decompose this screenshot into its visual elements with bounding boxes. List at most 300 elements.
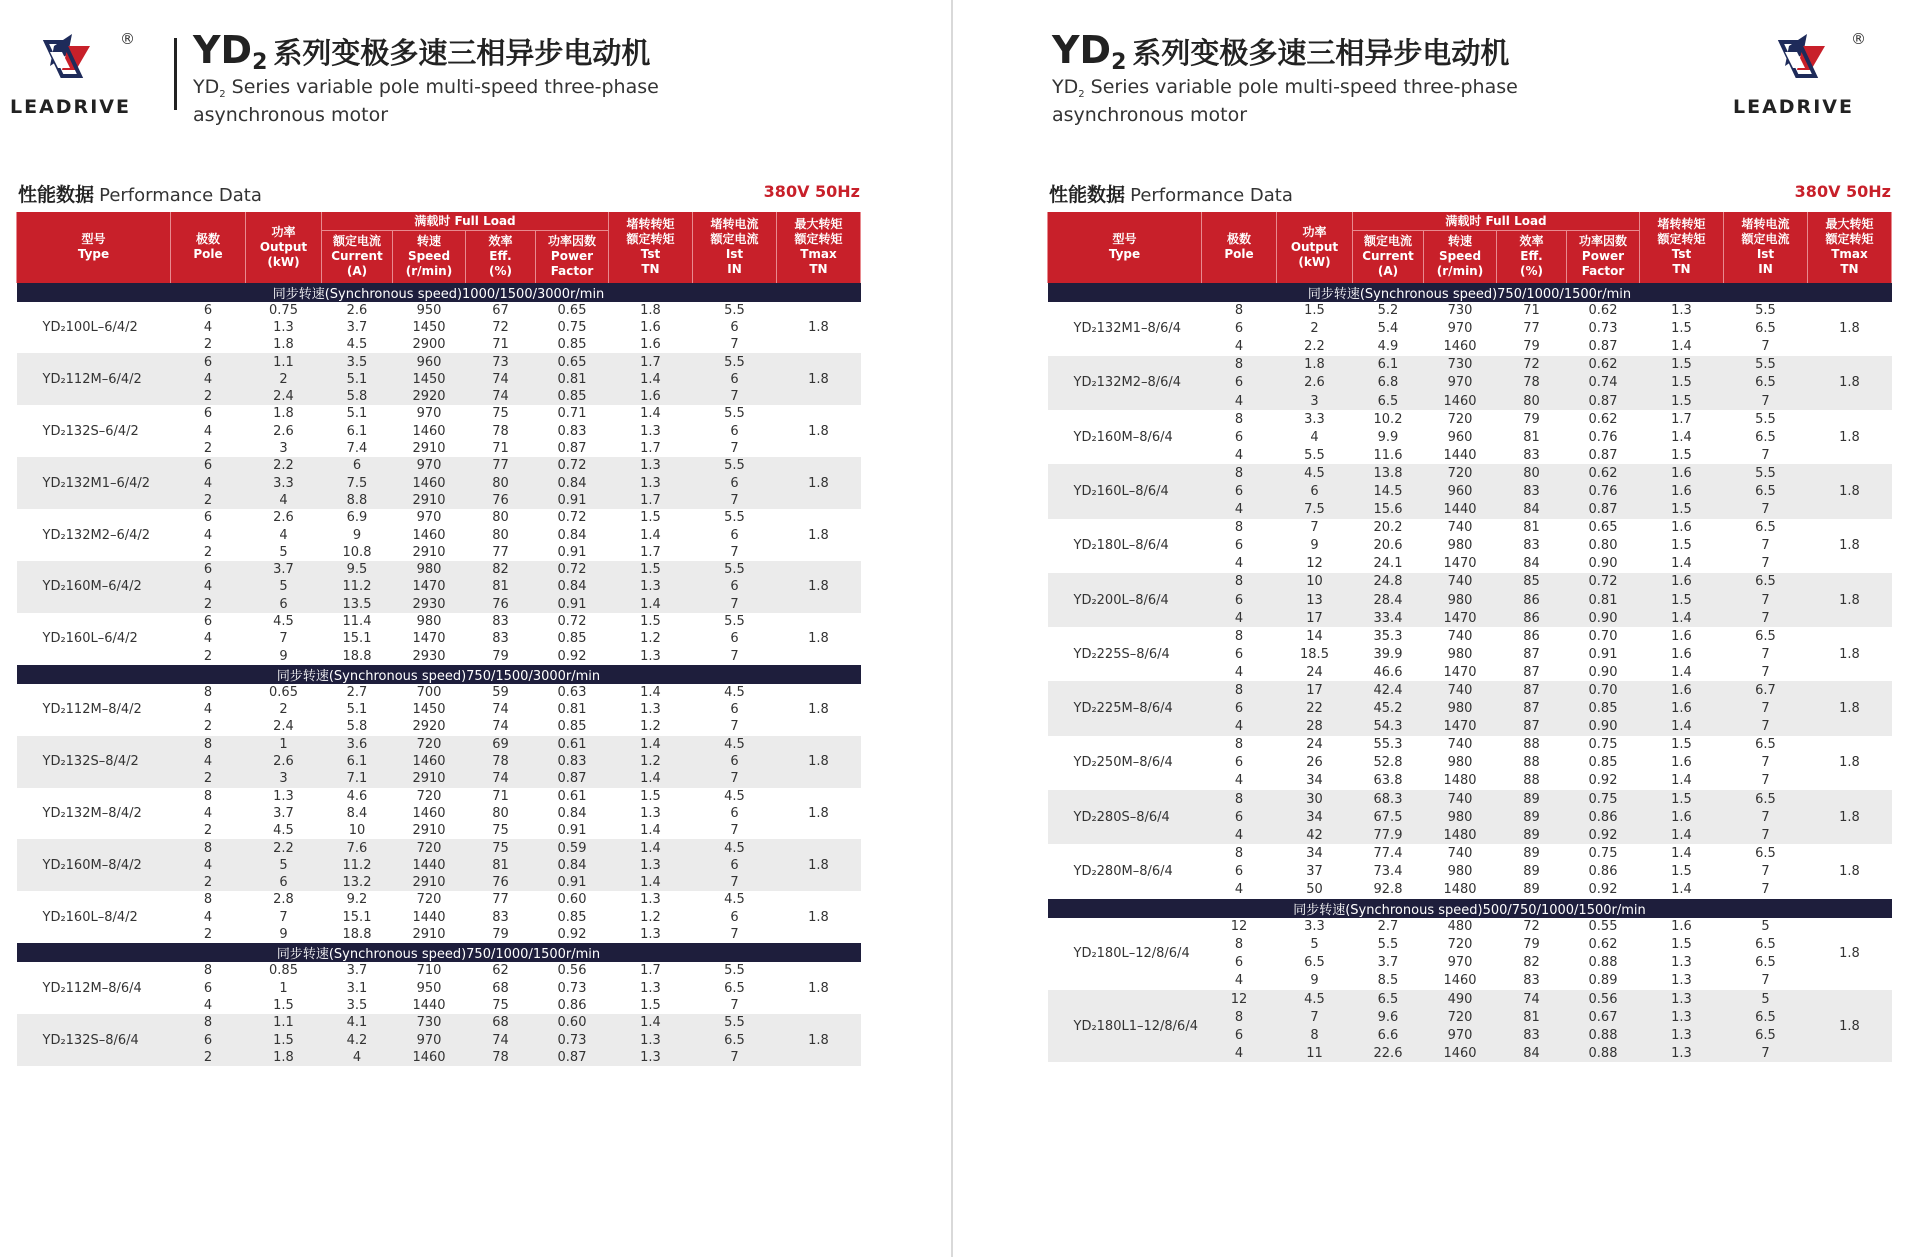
- brand-name: LEADRIVE: [10, 96, 131, 118]
- tmax-ratio-cell: 1.8: [808, 319, 829, 335]
- tmax-ratio-cell: 1.8: [1808, 681, 1892, 735]
- eff-cell: 81: [1497, 1008, 1567, 1026]
- output-cell: 9: [1310, 973, 1319, 989]
- table-header: [1048, 212, 1892, 283]
- eff-cell: 79: [492, 927, 509, 943]
- eff-cell: 84: [1497, 501, 1567, 519]
- tst-ratio-cell: 1.2: [640, 909, 661, 925]
- output-cell: 9: [279, 648, 288, 664]
- tst-ratio-cell: 1.4: [640, 406, 661, 422]
- speed-cell: 970: [416, 510, 442, 526]
- output-cell: 13: [1277, 591, 1353, 609]
- tmax-ratio-cell: 1.8: [808, 909, 829, 925]
- tst-ratio-cell: 1.3: [1671, 955, 1692, 971]
- eff-cell: 87: [1497, 700, 1567, 718]
- output-cell: 1.1: [246, 1014, 322, 1031]
- eff-cell: 83: [492, 909, 509, 925]
- col-output: 功率 Output (kW): [1277, 212, 1353, 283]
- power-factor-cell: 0.76: [1588, 429, 1618, 445]
- tmax-ratio-cell: 1.8: [777, 457, 861, 509]
- tst-ratio-cell: 1.3: [640, 423, 661, 439]
- pole-cell: 4: [203, 423, 213, 439]
- power-factor-cell: 0.90: [1588, 556, 1618, 572]
- ist-ratio-cell: 5.5: [724, 510, 745, 526]
- model-type: YD₂250M–8/6/4: [1073, 755, 1173, 771]
- eff-cell: 88: [1523, 737, 1540, 753]
- speed-cell: 2910: [412, 544, 446, 560]
- power-factor-cell: 0.84: [536, 578, 609, 595]
- pole-cell: 4: [171, 578, 246, 595]
- tst-ratio-cell: 1.4: [609, 736, 693, 753]
- current-cell: 45.2: [1353, 700, 1424, 718]
- tst-ratio-cell: 1.6: [1640, 482, 1724, 500]
- col-type: 型号 Type: [1048, 212, 1202, 283]
- pole-cell: 4: [203, 527, 213, 543]
- ist-ratio-cell: 7: [1761, 973, 1770, 989]
- speed-cell: 1440: [393, 857, 466, 874]
- ist-ratio-cell: 6.5: [1755, 737, 1776, 753]
- eff-cell: 86: [1497, 609, 1567, 627]
- speed-cell: 2930: [412, 648, 446, 664]
- pole-cell: 6: [1234, 755, 1244, 771]
- eff-cell: 80: [1497, 392, 1567, 410]
- ist-ratio-cell: 7: [1724, 501, 1808, 519]
- speed-cell: 1440: [412, 909, 446, 925]
- output-cell: 3.3: [1304, 411, 1325, 427]
- output-cell: 34: [1306, 773, 1323, 789]
- tst-ratio-cell: 1.4: [609, 770, 693, 787]
- current-cell: 9: [352, 527, 362, 543]
- ist-ratio-cell: 6.5: [1724, 1008, 1808, 1026]
- pole-cell: 6: [1234, 646, 1244, 662]
- eff-cell: 80: [1497, 464, 1567, 482]
- tst-ratio-cell: 1.3: [1671, 973, 1692, 989]
- eff-cell: 75: [492, 997, 509, 1013]
- pole-cell: 6: [1234, 321, 1244, 337]
- power-factor-cell: 0.59: [536, 839, 609, 856]
- speed-cell: 740: [1424, 681, 1497, 699]
- speed-cell: 1480: [1443, 773, 1477, 789]
- ist-ratio-cell: 7: [1761, 538, 1770, 554]
- power-factor-cell: 0.72: [536, 457, 609, 474]
- ist-ratio-cell: 6: [693, 474, 777, 491]
- table-row: [1048, 464, 1892, 482]
- tst-ratio-cell: 1.7: [640, 544, 661, 560]
- current-cell: 68.3: [1353, 790, 1424, 808]
- eff-cell: 88: [1523, 755, 1540, 771]
- ist-ratio-cell: 6.5: [1724, 790, 1808, 808]
- pole-cell: 8: [203, 684, 213, 700]
- power-factor-cell: 0.75: [1588, 737, 1618, 753]
- output-cell: 3: [246, 770, 322, 787]
- ist-ratio-cell: 7: [1761, 755, 1770, 771]
- model-type: YD₂112M–8/4/2: [42, 702, 142, 718]
- speed-cell: 980: [1424, 591, 1497, 609]
- speed-cell: 980: [416, 613, 442, 629]
- pole-cell: 2: [203, 927, 213, 943]
- power-factor-cell: 0.87: [1567, 392, 1640, 410]
- current-cell: 3.5: [322, 353, 393, 370]
- speed-cell: 1450: [393, 371, 466, 388]
- output-cell: 4: [246, 492, 322, 509]
- current-cell: 4.5: [346, 337, 368, 353]
- table-row: [1048, 573, 1892, 591]
- pole-cell: 4: [1234, 339, 1244, 355]
- current-cell: 2.6: [346, 302, 368, 318]
- eff-cell: 84: [1523, 556, 1540, 572]
- ist-ratio-cell: 7: [730, 997, 739, 1013]
- tmax-ratio-cell: 1.8: [1839, 863, 1860, 879]
- speed-band: [1048, 899, 1892, 918]
- output-cell: 0.65: [269, 684, 298, 700]
- output-cell: 2: [1310, 321, 1319, 337]
- pole-cell: 4: [1202, 718, 1277, 736]
- tmax-ratio-cell: 1.8: [1839, 538, 1860, 554]
- tmax-ratio-cell: 1.8: [777, 736, 861, 788]
- speed-cell: 740: [1447, 845, 1473, 861]
- power-factor-cell: 0.87: [1567, 501, 1640, 519]
- tst-ratio-cell: 1.5: [640, 613, 661, 629]
- eff-cell: 83: [1497, 482, 1567, 500]
- speed-cell: 1450: [412, 702, 446, 718]
- output-cell: 7: [1277, 1008, 1353, 1026]
- eff-cell: 82: [1523, 955, 1540, 971]
- tst-ratio-cell: 1.3: [609, 857, 693, 874]
- table-header: [17, 212, 861, 283]
- output-cell: 5: [1310, 937, 1319, 953]
- speed-cell: 2910: [412, 927, 446, 943]
- current-cell: 9.9: [1377, 429, 1399, 445]
- table-row: [17, 353, 861, 370]
- power-factor-cell: 0.73: [1588, 321, 1618, 337]
- ist-ratio-cell: 4.5: [724, 892, 745, 908]
- current-cell: 24.1: [1373, 556, 1403, 572]
- tst-ratio-cell: 1.3: [609, 578, 693, 595]
- speed-cell: 1480: [1443, 882, 1477, 898]
- tst-ratio-cell: 1.4: [640, 684, 661, 700]
- ist-ratio-cell: 5.5: [724, 963, 745, 979]
- power-factor-cell: 0.91: [536, 492, 609, 509]
- speed-cell: 1480: [1424, 826, 1497, 844]
- table-row: [1048, 410, 1892, 428]
- tmax-ratio-cell: 1.8: [1808, 790, 1892, 844]
- eff-cell: 62: [492, 963, 509, 979]
- current-cell: 5.4: [1377, 321, 1399, 337]
- speed-band-label: 同步转速(Synchronous speed)1000/1500/3000r/min: [17, 283, 861, 302]
- eff-cell: 80: [492, 805, 509, 821]
- tmax-ratio-cell: 1.8: [1839, 429, 1860, 445]
- pole-cell: 4: [203, 319, 213, 335]
- col-tmax: 最大转矩 额定转矩 Tmax TN: [777, 212, 861, 283]
- speed-cell: 1460: [393, 1049, 466, 1066]
- eff-cell: 77: [1523, 321, 1540, 337]
- pole-cell: 6: [171, 561, 246, 578]
- tst-ratio-cell: 1.4: [1671, 773, 1692, 789]
- speed-cell: 710: [416, 963, 442, 979]
- model-type: YD₂132M2–8/6/4: [1048, 356, 1202, 410]
- eff-cell: 59: [492, 684, 509, 700]
- pole-cell: 6: [203, 302, 213, 318]
- table-body: [1048, 283, 1892, 1063]
- pole-cell: 4: [171, 753, 246, 770]
- power-factor-cell: 0.81: [557, 702, 587, 718]
- ist-ratio-cell: 7: [1724, 826, 1808, 844]
- power-factor-cell: 0.75: [1588, 845, 1618, 861]
- ist-ratio-cell: 5.5: [724, 613, 745, 629]
- tst-ratio-cell: 1.5: [640, 788, 661, 804]
- current-cell: 9.6: [1353, 1008, 1424, 1026]
- logo-emblem-icon: [10, 30, 110, 90]
- output-cell: 3: [279, 441, 288, 457]
- pole-cell: 4: [203, 702, 213, 718]
- output-cell: 5: [246, 578, 322, 595]
- tst-ratio-cell: 1.4: [609, 371, 693, 388]
- current-cell: 10: [348, 823, 366, 839]
- tst-ratio-cell: 1.3: [609, 457, 693, 474]
- pole-cell: 8: [1202, 1008, 1277, 1026]
- output-cell: 1.5: [1304, 303, 1325, 319]
- tst-ratio-cell: 1.5: [1671, 737, 1692, 753]
- output-cell: 4: [279, 527, 288, 543]
- tst-ratio-cell: 1.5: [1671, 863, 1692, 879]
- power-factor-cell: 0.76: [1567, 482, 1640, 500]
- speed-cell: 720: [393, 736, 466, 753]
- eff-cell: 81: [466, 578, 536, 595]
- pole-cell: 2: [203, 719, 213, 735]
- table-row: [17, 1014, 861, 1031]
- power-factor-cell: 0.70: [1588, 628, 1618, 644]
- pole-cell: 2: [203, 648, 213, 664]
- power-factor-cell: 0.62: [1588, 937, 1618, 953]
- pole-cell: 8: [1234, 937, 1244, 953]
- pole-cell: 6: [203, 510, 213, 526]
- eff-cell: 89: [1523, 863, 1540, 879]
- registered-mark: ®: [120, 30, 135, 48]
- current-cell: 4: [322, 1049, 393, 1066]
- speed-cell: 720: [1424, 1008, 1497, 1026]
- eff-cell: 69: [466, 736, 536, 753]
- pole-cell: 4: [1202, 609, 1277, 627]
- pole-cell: 4: [1234, 882, 1244, 898]
- current-cell: 3.6: [322, 736, 393, 753]
- table-row: [17, 457, 861, 474]
- output-cell: 28: [1277, 718, 1353, 736]
- pole-cell: 6: [1202, 374, 1277, 392]
- speed-cell: 2920: [412, 719, 446, 735]
- power-factor-cell: 0.56: [1567, 990, 1640, 1008]
- pole-cell: 2: [171, 874, 246, 891]
- tst-ratio-cell: 1.6: [1671, 520, 1692, 536]
- tst-ratio-cell: 1.4: [609, 1014, 693, 1031]
- power-factor-cell: 0.90: [1567, 718, 1640, 736]
- power-factor-cell: 0.65: [536, 353, 609, 370]
- output-cell: 14: [1306, 628, 1323, 644]
- power-factor-cell: 0.74: [1567, 374, 1640, 392]
- tst-ratio-cell: 1.6: [1671, 755, 1692, 771]
- eff-cell: 78: [492, 423, 509, 439]
- pole-cell: 6: [171, 353, 246, 370]
- model-type: YD₂280M–8/6/4: [1073, 863, 1173, 879]
- model-type: YD₂132S–8/6/4: [17, 1014, 171, 1066]
- ist-ratio-cell: 6.5: [1755, 321, 1776, 337]
- speed-cell: 720: [1447, 937, 1473, 953]
- current-cell: 15.1: [342, 631, 372, 647]
- power-factor-cell: 0.62: [1567, 464, 1640, 482]
- output-cell: 3.7: [273, 805, 294, 821]
- current-cell: 6.5: [1353, 990, 1424, 1008]
- section-heading: 性能数据 Performance Data: [1049, 184, 1293, 206]
- tmax-ratio-cell: 1.8: [777, 561, 861, 613]
- tmax-ratio-cell: 1.8: [1839, 755, 1860, 771]
- power-factor-cell: 0.90: [1588, 664, 1618, 680]
- eff-cell: 85: [1497, 573, 1567, 591]
- pole-cell: 4: [1202, 392, 1277, 410]
- tst-ratio-cell: 1.6: [1640, 700, 1724, 718]
- current-cell: 5.8: [346, 719, 368, 735]
- current-cell: 54.3: [1353, 718, 1424, 736]
- tst-ratio-cell: 1.3: [640, 648, 661, 664]
- model-type: YD₂225S–8/6/4: [1073, 646, 1170, 662]
- eff-cell: 74: [466, 770, 536, 787]
- ist-ratio-cell: 6.5: [1755, 628, 1776, 644]
- power-factor-cell: 0.83: [557, 423, 587, 439]
- right-page: [953, 0, 1905, 1257]
- speed-cell: 1460: [1443, 973, 1477, 989]
- speed-band: [17, 943, 861, 962]
- col-pf: 功率因数 Power Factor: [1567, 231, 1640, 283]
- tmax-ratio-cell: 1.8: [777, 1014, 861, 1066]
- pole-cell: 2: [203, 337, 213, 353]
- pole-cell: 6: [1234, 863, 1244, 879]
- output-cell: 9: [279, 927, 288, 943]
- tst-ratio-cell: 1.3: [1640, 1044, 1724, 1062]
- eff-cell: 83: [1523, 447, 1540, 463]
- output-cell: 6.5: [1304, 955, 1325, 971]
- table-row: [1048, 627, 1892, 645]
- eff-cell: 78: [1497, 374, 1567, 392]
- output-cell: 1.1: [246, 353, 322, 370]
- output-cell: 26: [1306, 755, 1323, 771]
- tst-ratio-cell: 1.6: [1640, 573, 1724, 591]
- ist-ratio-cell: 7: [730, 823, 739, 839]
- current-cell: 5.1: [322, 371, 393, 388]
- current-cell: 6.6: [1353, 1026, 1424, 1044]
- power-factor-cell: 0.85: [1567, 700, 1640, 718]
- ist-ratio-cell: 7: [1724, 808, 1808, 826]
- current-cell: 3.1: [346, 980, 368, 996]
- ist-ratio-cell: 7: [693, 874, 777, 891]
- tst-ratio-cell: 1.4: [1671, 339, 1692, 355]
- current-cell: 5.1: [346, 702, 368, 718]
- ist-ratio-cell: 6: [730, 909, 739, 925]
- ist-ratio-cell: 6.5: [1724, 374, 1808, 392]
- current-cell: 39.9: [1373, 646, 1403, 662]
- brand-logo: [1733, 30, 1883, 140]
- page-title: YD2 系列变极多速三相异步电动机: [1052, 28, 1510, 75]
- pole-cell: 4: [203, 631, 213, 647]
- current-cell: 8.5: [1377, 973, 1399, 989]
- voltage-label: 380V 50Hz: [1794, 182, 1891, 201]
- pole-cell: 4: [1234, 664, 1244, 680]
- output-cell: 6: [246, 596, 322, 613]
- pole-cell: 8: [171, 1014, 246, 1031]
- speed-cell: 1440: [1424, 501, 1497, 519]
- current-cell: 46.6: [1373, 664, 1403, 680]
- tst-ratio-cell: 1.5: [1640, 591, 1724, 609]
- tst-ratio-cell: 1.3: [1640, 1008, 1724, 1026]
- current-cell: 11.6: [1373, 447, 1403, 463]
- eff-cell: 74: [466, 388, 536, 405]
- page-subtitle: $YD_2$ Series variable pole multi-speed three-phase asynchronous motor: [193, 76, 659, 126]
- current-cell: 13.2: [322, 874, 393, 891]
- speed-cell: 740: [1447, 520, 1473, 536]
- pole-cell: 6: [1202, 591, 1277, 609]
- speed-cell: 1470: [1443, 556, 1477, 572]
- eff-cell: 77: [492, 892, 509, 908]
- output-cell: 0.75: [269, 302, 298, 318]
- col-pole: 极数 Pole: [1202, 212, 1277, 283]
- ist-ratio-cell: 7: [1761, 664, 1770, 680]
- speed-cell: 1470: [1443, 664, 1477, 680]
- current-cell: 7.4: [346, 441, 368, 457]
- output-cell: 37: [1306, 863, 1323, 879]
- output-cell: 6: [246, 874, 322, 891]
- speed-cell: 960: [1447, 429, 1473, 445]
- speed-cell: 970: [1424, 1026, 1497, 1044]
- current-cell: 22.6: [1353, 1044, 1424, 1062]
- speed-band-label: 同步转速(Synchronous speed)500/750/1000/1500r/min: [1048, 899, 1892, 918]
- tst-ratio-cell: 1.4: [1671, 845, 1692, 861]
- tst-ratio-cell: 1.2: [640, 719, 661, 735]
- model-type: YD₂160M–8/4/2: [17, 839, 171, 891]
- output-cell: 1.8: [1277, 356, 1353, 374]
- output-cell: 5: [279, 544, 288, 560]
- table-row: [1048, 302, 1892, 320]
- power-factor-cell: 0.86: [557, 997, 587, 1013]
- speed-cell: 1470: [412, 631, 446, 647]
- model-type: YD₂160L–8/4/2: [42, 909, 138, 925]
- speed-cell: 2910: [393, 874, 466, 891]
- tst-ratio-cell: 1.3: [1640, 1026, 1724, 1044]
- ist-ratio-cell: 7: [693, 770, 777, 787]
- ist-ratio-cell: 4.5: [693, 839, 777, 856]
- current-cell: 4.1: [322, 1014, 393, 1031]
- col-eff: 效率 Eff. (%): [466, 231, 536, 283]
- pole-cell: 4: [203, 805, 213, 821]
- tst-ratio-cell: 1.3: [640, 702, 661, 718]
- output-cell: 3.7: [246, 561, 322, 578]
- speed-cell: 960: [393, 353, 466, 370]
- current-cell: 2.7: [346, 684, 368, 700]
- output-cell: 5.5: [1304, 447, 1325, 463]
- power-factor-cell: 0.85: [1588, 755, 1618, 771]
- output-cell: 2.6: [273, 510, 294, 526]
- table-row: [1048, 918, 1892, 936]
- speed-cell: 970: [416, 406, 442, 422]
- power-factor-cell: 0.81: [1567, 591, 1640, 609]
- eff-cell: 81: [1523, 429, 1540, 445]
- ist-ratio-cell: 6: [730, 702, 739, 718]
- tst-ratio-cell: 1.3: [609, 1031, 693, 1048]
- eff-cell: 75: [492, 823, 509, 839]
- power-factor-cell: 0.87: [1588, 447, 1618, 463]
- speed-cell: 1470: [1424, 718, 1497, 736]
- eff-cell: 89: [1523, 845, 1540, 861]
- eff-cell: 84: [1497, 1044, 1567, 1062]
- ist-ratio-cell: 5.5: [1755, 303, 1776, 319]
- tst-ratio-cell: 1.3: [609, 1049, 693, 1066]
- speed-band-label: 同步转速(Synchronous speed)750/1500/3000r/min: [17, 665, 861, 684]
